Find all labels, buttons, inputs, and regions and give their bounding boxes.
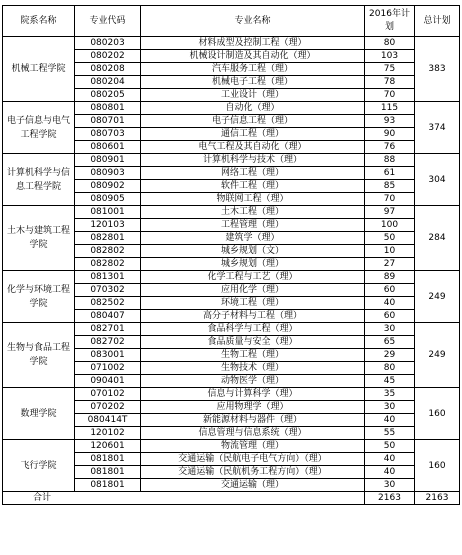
major-name: 机械电子工程（理）: [141, 76, 365, 89]
major-plan: 78: [365, 76, 415, 89]
header-total: 总计划: [415, 6, 460, 37]
major-name: 材料成型及控制工程（理）: [141, 37, 365, 50]
major-plan: 70: [365, 193, 415, 206]
major-code: 071002: [75, 362, 141, 375]
major-plan: 93: [365, 115, 415, 128]
major-plan: 40: [365, 414, 415, 427]
department-total: 374: [415, 102, 460, 154]
department-name: 电子信息与电气工程学院: [3, 102, 75, 154]
major-code: 070302: [75, 284, 141, 297]
major-code: 082802: [75, 258, 141, 271]
major-name: 应用物理学（理）: [141, 401, 365, 414]
major-code: 083001: [75, 349, 141, 362]
major-plan: 115: [365, 102, 415, 115]
table-row: [3, 323, 460, 336]
major-code: 081801: [75, 453, 141, 466]
major-code: 120102: [75, 427, 141, 440]
major-code: 090401: [75, 375, 141, 388]
major-plan: 103: [365, 50, 415, 63]
major-name: 机械设计制造及其自动化（理）: [141, 50, 365, 63]
major-name: 通信工程（理）: [141, 128, 365, 141]
major-code: 080205: [75, 89, 141, 102]
major-name: 化学工程与工艺（理）: [141, 271, 365, 284]
table-row: [3, 206, 460, 219]
major-code: 080902: [75, 180, 141, 193]
enrollment-plan-table-container: [2, 5, 460, 505]
department-name: 计算机科学与信息工程学院: [3, 154, 75, 206]
major-code: 080407: [75, 310, 141, 323]
major-plan: 50: [365, 232, 415, 245]
major-code: 120103: [75, 219, 141, 232]
major-code: 082701: [75, 323, 141, 336]
major-name: 工业设计（理）: [141, 89, 365, 102]
department-name: 生物与食品工程学院: [3, 323, 75, 388]
major-name: 新能源材料与器件（理）: [141, 414, 365, 427]
major-name: 动物医学（理）: [141, 375, 365, 388]
major-name: 食品科学与工程（理）: [141, 323, 365, 336]
department-total: 249: [415, 323, 460, 388]
major-plan: 60: [365, 284, 415, 297]
department-total: 160: [415, 440, 460, 492]
major-name: 城乡规划（理）: [141, 258, 365, 271]
major-plan: 29: [365, 349, 415, 362]
major-code: 080414T: [75, 414, 141, 427]
table-row: [3, 102, 460, 115]
major-plan: 50: [365, 440, 415, 453]
major-plan: 40: [365, 466, 415, 479]
major-plan: 75: [365, 63, 415, 76]
major-plan: 80: [365, 362, 415, 375]
major-name: 交通运输（民航机务工程方向）（理）: [141, 466, 365, 479]
department-name: 飞行学院: [3, 440, 75, 492]
major-plan: 85: [365, 180, 415, 193]
major-code: 082702: [75, 336, 141, 349]
major-code: 080208: [75, 63, 141, 76]
major-name: 环境工程（理）: [141, 297, 365, 310]
major-name: 软件工程（理）: [141, 180, 365, 193]
major-plan: 97: [365, 206, 415, 219]
major-plan: 27: [365, 258, 415, 271]
major-name: 汽车服务工程（理）: [141, 63, 365, 76]
major-plan: 80: [365, 37, 415, 50]
header-row: [3, 6, 460, 37]
major-name: 交通运输（理）: [141, 479, 365, 492]
major-code: 081001: [75, 206, 141, 219]
major-code: 080703: [75, 128, 141, 141]
major-plan: 40: [365, 453, 415, 466]
table-row: [3, 440, 460, 453]
major-plan: 55: [365, 427, 415, 440]
major-code: 080901: [75, 154, 141, 167]
major-code: 082801: [75, 232, 141, 245]
major-name: 电子信息工程（理）: [141, 115, 365, 128]
major-code: 081801: [75, 479, 141, 492]
major-code: 081301: [75, 271, 141, 284]
major-name: 交通运输（民航电子电气方向）（理）: [141, 453, 365, 466]
major-code: 080701: [75, 115, 141, 128]
enrollment-plan-table: [2, 5, 460, 505]
major-plan: 88: [365, 154, 415, 167]
table-body: [3, 37, 460, 505]
major-name: 计算机科学与技术（理）: [141, 154, 365, 167]
summary-label: 合计: [3, 492, 365, 505]
major-plan: 45: [365, 375, 415, 388]
major-plan: 61: [365, 167, 415, 180]
department-total: 284: [415, 206, 460, 271]
major-plan: 60: [365, 310, 415, 323]
major-code: 070102: [75, 388, 141, 401]
header-plan: 2016年计划: [365, 6, 415, 37]
department-name: 土木与建筑工程学院: [3, 206, 75, 271]
major-code: 070202: [75, 401, 141, 414]
major-plan: 100: [365, 219, 415, 232]
major-code: 080601: [75, 141, 141, 154]
major-name: 高分子材料与工程（理）: [141, 310, 365, 323]
table-row: [3, 388, 460, 401]
major-name: 城乡规划（文）: [141, 245, 365, 258]
major-code: 080202: [75, 50, 141, 63]
major-code: 081801: [75, 466, 141, 479]
major-code: 082802: [75, 245, 141, 258]
major-name: 物流管理（理）: [141, 440, 365, 453]
major-code: 080204: [75, 76, 141, 89]
header-name: 专业名称: [141, 6, 365, 37]
department-total: 383: [415, 37, 460, 102]
table-row: [3, 37, 460, 50]
major-name: 网络工程（理）: [141, 167, 365, 180]
department-total: 160: [415, 388, 460, 440]
major-name: 电气工程及其自动化（理）: [141, 141, 365, 154]
department-name: 机械工程学院: [3, 37, 75, 102]
major-plan: 30: [365, 479, 415, 492]
major-name: 土木工程（理）: [141, 206, 365, 219]
major-plan: 35: [365, 388, 415, 401]
major-plan: 89: [365, 271, 415, 284]
major-name: 生物技术（理）: [141, 362, 365, 375]
major-plan: 40: [365, 297, 415, 310]
table-row: [3, 154, 460, 167]
major-code: 082502: [75, 297, 141, 310]
major-code: 080801: [75, 102, 141, 115]
major-code: 120601: [75, 440, 141, 453]
summary-grand-total: 2163: [415, 492, 460, 505]
major-name: 食品质量与安全（理）: [141, 336, 365, 349]
header-dept: 院系名称: [3, 6, 75, 37]
major-name: 工程管理（理）: [141, 219, 365, 232]
summary-plan-sum: 2163: [365, 492, 415, 505]
major-name: 应用化学（理）: [141, 284, 365, 297]
major-code: 080905: [75, 193, 141, 206]
department-total: 249: [415, 271, 460, 323]
major-plan: 30: [365, 323, 415, 336]
major-name: 物联网工程（理）: [141, 193, 365, 206]
summary-row: [3, 492, 460, 505]
major-code: 080203: [75, 37, 141, 50]
major-name: 自动化（理）: [141, 102, 365, 115]
major-name: 建筑学（理）: [141, 232, 365, 245]
table-row: [3, 271, 460, 284]
major-name: 信息管理与信息系统（理）: [141, 427, 365, 440]
major-plan: 90: [365, 128, 415, 141]
major-name: 生物工程（理）: [141, 349, 365, 362]
major-plan: 10: [365, 245, 415, 258]
department-total: 304: [415, 154, 460, 206]
major-plan: 76: [365, 141, 415, 154]
major-name: 信息与计算科学（理）: [141, 388, 365, 401]
major-plan: 70: [365, 89, 415, 102]
header-code: 专业代码: [75, 6, 141, 37]
major-plan: 30: [365, 401, 415, 414]
department-name: 数理学院: [3, 388, 75, 440]
department-name: 化学与环境工程学院: [3, 271, 75, 323]
major-code: 080903: [75, 167, 141, 180]
major-plan: 65: [365, 336, 415, 349]
